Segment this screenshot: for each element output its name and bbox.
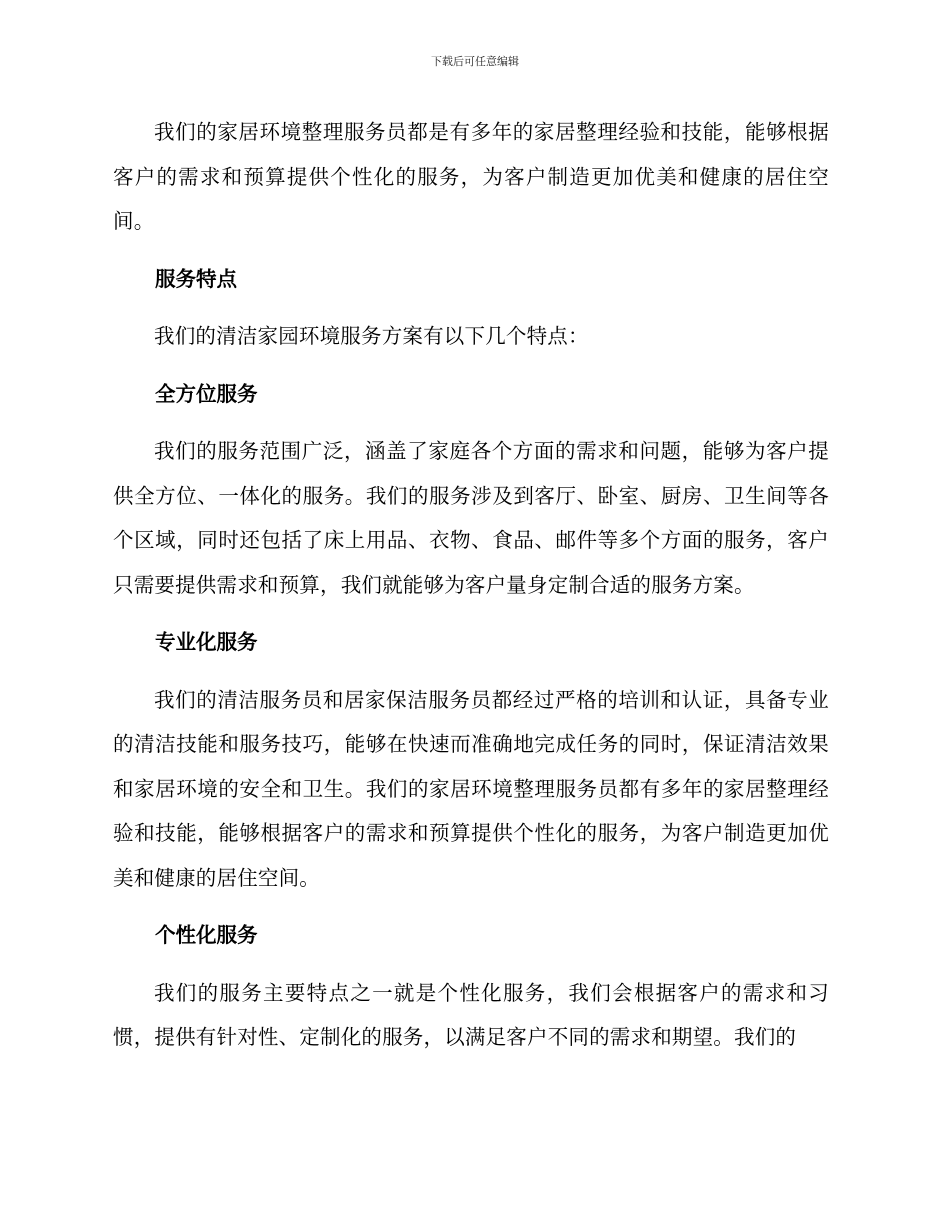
comprehensive-service-heading: 全方位服务 [155, 381, 258, 406]
personalized-service-paragraph: 我们的服务主要特点之一就是个性化服务，我们会根据客户的需求和习惯，提供有针对性、定制化的服务，以满足客户不同的需求和期望。我们的 [113, 980, 829, 1049]
header-note: 下载后可任意编辑 [431, 55, 519, 68]
features-heading: 服务特点 [155, 266, 237, 291]
comprehensive-service-paragraph: 我们的服务范围广泛，涵盖了家庭各个方面的需求和问题，能够为客户提供全方位、一体化的服务。我们的服务涉及到客厅、卧室、厨房、卫生间等各个区域，同时还包括了床上用品、衣物、食品、邮件等多个方面的服务，客户只需要提供需求和预算，我们就能够为客户量身定制合适的服务方案。 [113, 439, 829, 597]
professional-service-heading: 专业化服务 [155, 630, 258, 654]
personalized-service-heading: 个性化服务 [155, 923, 258, 947]
features-intro-paragraph: 我们的清洁家园环境服务方案有以下几个特点： [154, 324, 589, 348]
professional-service-paragraph: 我们的清洁服务员和居家保洁服务员都经过严格的培训和认证，具备专业的清洁技能和服务技巧，能够在快速而准确地完成任务的同时，保证清洁效果和家居环境的安全和卫生。我们的家居环境整理服务员都有多年的家居整理经验和技能，能够根据客户的需求和预算提供个性化的服务，为客户制造更加优美和健康的居住空间。 [113, 687, 829, 890]
intro-paragraph: 我们的家居环境整理服务员都是有多年的家居整理经验和技能，能够根据客户的需求和预算提供个性化的服务，为客户制造更加优美和健康的居住空间。 [113, 120, 829, 233]
document-body [113, 110, 829, 1060]
